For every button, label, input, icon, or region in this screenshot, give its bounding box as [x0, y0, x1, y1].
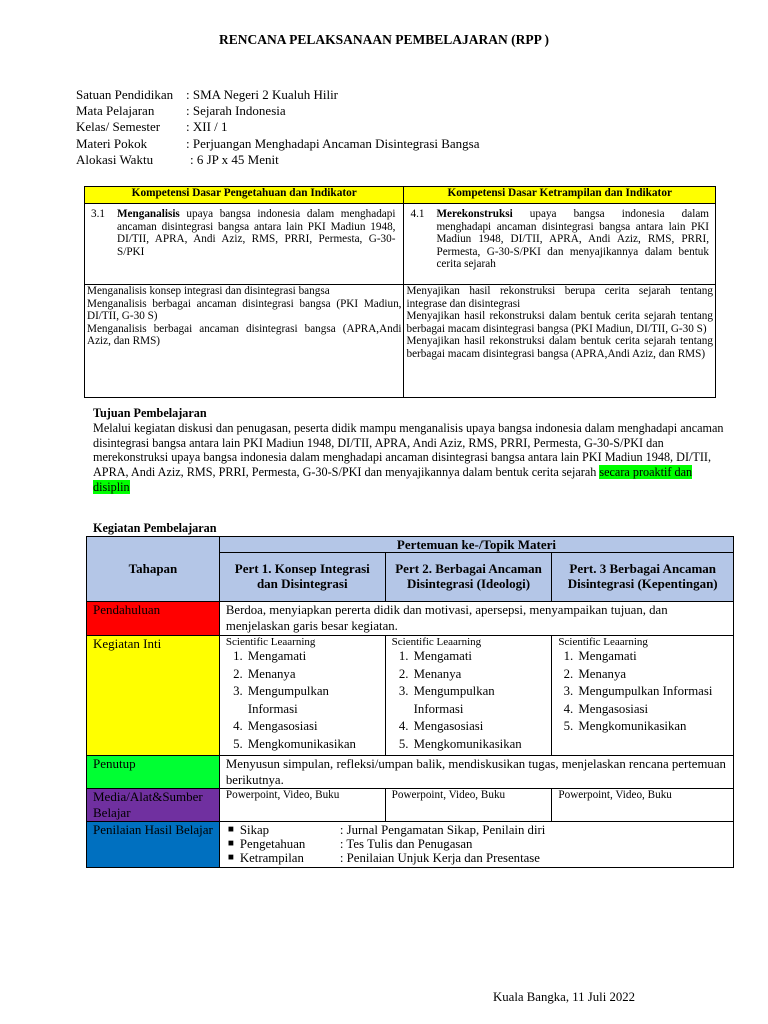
step-item: 5. Mengkomunikasikan	[412, 736, 546, 754]
bullet-icon: ■	[227, 852, 234, 863]
kegiatan-title: Kegiatan Pembelajaran	[93, 521, 217, 535]
step-item: 1. Mengamati	[412, 648, 546, 666]
scientific-label: Scientific Leaarning	[391, 636, 482, 648]
highlight-secara: secara	[599, 465, 630, 480]
step-item: 1. Mengamati	[576, 648, 727, 666]
scientific-label: Scientific Leaarning	[558, 636, 648, 648]
tujuan-title: Tujuan Pembelajaran	[93, 406, 207, 420]
step-item: 1. Mengamati	[246, 648, 379, 666]
tujuan-text	[93, 421, 729, 495]
scientific-label: Scientific Leaarning	[225, 636, 316, 648]
meta-value: : 6 JP x 45 Menit	[190, 151, 279, 167]
step-item: 5. Mengkomunikasikan	[246, 736, 379, 754]
tahap-media: Media/Alat&Sumber Belajar	[87, 789, 220, 822]
penutup-text: Menyusun simpulan, refleksi/umpan balik, mendiskusikan tugas, menjelaskan rencana pertemuan berikutnya.	[219, 756, 733, 789]
step-item: 2. Menanya	[576, 666, 727, 684]
media-pert-3: Powerpoint, Video, Buku	[552, 789, 734, 822]
kd-number: 4.1	[410, 208, 425, 220]
penilaian-label: Sikap	[239, 823, 270, 837]
penilaian-value: : Penilaian Unjuk Kerja dan Presentase	[339, 851, 540, 865]
indikator-item: Menganalisis konsep integrasi dan disintegrasi bangsa	[87, 285, 330, 297]
penilaian-sikap	[226, 823, 727, 837]
bullet-icon: ■	[227, 838, 234, 849]
penilaian-cell	[219, 822, 733, 868]
place-date: Kuala Bangka, 11 Juli 2022	[493, 990, 636, 1004]
media-pert-1: Powerpoint, Video, Buku	[219, 789, 385, 822]
step-item: 4. Mengasosiasi	[246, 718, 379, 736]
media-pert-2: Powerpoint, Video, Buku	[385, 789, 552, 822]
col-pertemuan: Pertemuan ke-/Topik Materi	[219, 537, 733, 553]
kompetensi-table	[84, 186, 716, 398]
step-item: 3. Mengumpulkan Informasi	[412, 683, 546, 718]
indikator-ketrampilan	[404, 285, 716, 398]
pert-3-header: Pert. 3 Berbagai Ancaman Disintegrasi (Kepentingan)	[552, 553, 734, 602]
meta-label: Kelas/ Semester	[76, 119, 161, 135]
inti-pert-2	[385, 636, 552, 756]
indikator-item: Menganalisis berbagai ancaman disintegrasi bangsa (APRA,Andi Aziz, dan RMS)	[87, 322, 402, 348]
indikator-item: Menyajikan hasil rekonstruksi berupa cerita sejarah tentang integrase dan disintegrasi	[406, 285, 713, 310]
tujuan-body: Melalui kegiatan diskusi dan penugasan, peserta didik mampu menganalisis upaya bangsa indonesia dalam menghadapi ancaman disintegrasi bangsa antara lain PKI Madiun 1948, DI/TII, APRA, Andi Aziz, RMS, PRRI, Permesta, G-30-S/PKI dan merekonstruksi upaya bangsa indonesia dalam menghadapi ancaman disintegrasi bangsa antara lain PKI Madiun 1948, DI/TII, APRA, Andi Aziz, RMS, PRRI, Permesta, G-30-S/PKI dan menyajikannya dalam bentuk cerita sejarah	[93, 420, 724, 480]
kd-number: 3.1	[91, 208, 105, 220]
meta-value: : SMA Negeri 2 Kualuh Hilir	[186, 87, 339, 102]
tahap-pendahuluan: Pendahuluan	[87, 602, 220, 636]
step-item: 2. Menanya	[412, 666, 546, 684]
tujuan-section	[93, 406, 729, 495]
step-item: 4. Mengasosiasi	[576, 701, 727, 719]
indikator-item: Menganalisis berbagai ancaman disintegrasi bangsa (PKI Madiun, DI/TII, G-30 S)	[87, 297, 402, 323]
meta-value: : Perjuangan Menghadapi Ancaman Disintegrasi Bangsa	[186, 135, 480, 151]
kd-pengetahuan	[85, 204, 404, 285]
step-item: 5. Mengkomunikasikan	[576, 718, 727, 736]
meta-value: : XII / 1	[186, 119, 228, 135]
kd-keyword: Menganalisis	[117, 208, 180, 220]
tahap-penutup: Penutup	[87, 756, 220, 789]
step-item: 4. Mengasosiasi	[412, 718, 546, 736]
penilaian-label: Pengetahuan	[239, 837, 306, 851]
indikator-item: Menyajikan hasil rekonstruksi dalam bentuk cerita sejarah tentang berbagai macam disintegrasi bangsa (PKI Madiun, DI/TII, G-30 S)	[406, 310, 713, 335]
pert-1-header: Pert 1. Konsep Integrasi dan Disintegrasi	[219, 553, 385, 602]
tahap-penilaian: Penilaian Hasil Belajar	[87, 822, 220, 868]
pendahuluan-text: Berdoa, menyiapkan pererta didik dan motivasi, apersepsi, menyampaikan tujuan, dan menjelaskan garis besar kegiatan.	[219, 602, 733, 636]
indikator-item: Menyajikan hasil rekonstruksi dalam bentuk cerita sejarah tentang berbagai macam disintegrasi bangsa (APRA,Andi Aziz, dan RMS)	[406, 335, 713, 360]
inti-pert-3	[552, 636, 734, 756]
step-item: 3. Mengumpulkan Informasi	[246, 683, 379, 718]
kegiatan-table	[86, 536, 734, 868]
meta-label: Mata Pelajaran	[76, 103, 155, 119]
meta-label: Materi Pokok	[76, 135, 148, 151]
penilaian-value: : Tes Tulis dan Penugasan	[339, 837, 473, 851]
kd-keyword: Merekonstruksi	[436, 208, 513, 220]
document-title: RENCANA PELAKSANAAN PEMBELAJARAN (RPP )	[218, 32, 549, 47]
kd-text: upaya bangsa indonesia dalam menghadapi ancaman disintegrasi bangsa antara lain PKI Madiun 1948, DI/TII, APRA, Andi Aziz, RMS, PRRI, Permesta, G-30-S/PKI dan menyajikannya dalam bentuk cerita sejarah	[436, 208, 709, 271]
kd-header-pengetahuan: Kompetensi Dasar Pengetahuan dan Indikator	[85, 187, 404, 204]
meta-value: : Sejarah Indonesia	[186, 103, 286, 119]
inti-pert-1	[219, 636, 385, 756]
step-item: 2. Menanya	[246, 666, 379, 684]
step-list	[558, 648, 727, 736]
col-tahapan: Tahapan	[87, 537, 220, 602]
highlight-proaktif: proaktif dan disiplin	[93, 465, 693, 494]
penilaian-pengetahuan	[226, 837, 727, 851]
bullet-icon: ■	[227, 824, 234, 835]
pert-2-header: Pert 2. Berbagai Ancaman Disintegrasi (Ideologi)	[385, 553, 552, 602]
step-item: 3. Mengumpulkan Informasi	[576, 683, 727, 701]
penilaian-ketrampilan	[226, 851, 727, 865]
step-list	[392, 648, 546, 754]
kd-header-ketrampilan: Kompetensi Dasar Ketrampilan dan Indikator	[404, 187, 716, 204]
meta-label: Satuan Pendidikan	[76, 87, 174, 102]
kd-ketrampilan	[404, 204, 716, 285]
kd-text: upaya bangsa indonesia dalam menghadapi ancaman disintegrasi bangsa antara lain PKI Madiun 1948, DI/TII, APRA, Andi Aziz, RMS, PRRI, Permesta, G-30-S/PKI	[117, 208, 396, 258]
penilaian-value: : Jurnal Pengamatan Sikap, Penilain diri	[339, 823, 546, 837]
penilaian-label: Ketrampilan	[239, 851, 304, 865]
indikator-pengetahuan	[85, 285, 404, 398]
meta-label: Alokasi Waktu	[76, 151, 154, 167]
step-list	[226, 648, 379, 754]
tahap-inti: Kegiatan Inti	[87, 636, 220, 756]
